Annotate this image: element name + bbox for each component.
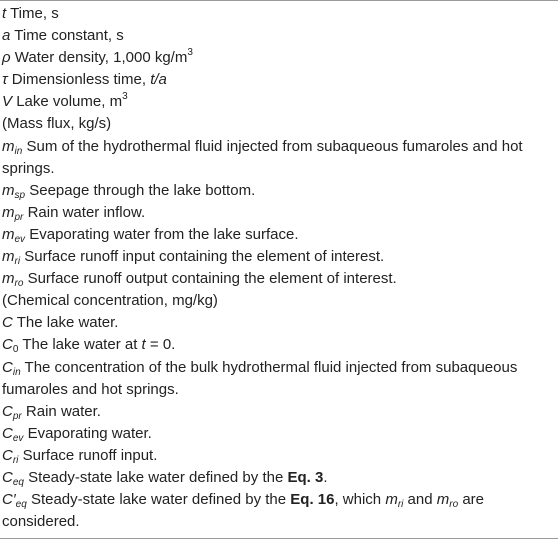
unit-superscript: 3 <box>122 91 128 103</box>
symbol-subscript: pr <box>14 211 24 223</box>
nomenclature-list <box>0 1 558 533</box>
symbol-subscript: ri <box>14 256 21 268</box>
symbol-subscript: in <box>14 145 23 157</box>
symbol-letter: m <box>2 248 15 266</box>
symbol <box>2 359 21 376</box>
description: Surface runoff output containing the element of interest. <box>27 270 397 288</box>
section-heading <box>0 113 558 135</box>
symbol-letter: C <box>2 314 13 332</box>
symbol-letter: V <box>2 93 13 111</box>
symbol <box>2 447 18 464</box>
description-tail: . <box>323 468 328 486</box>
description: Steady-state lake water defined by the <box>28 468 288 486</box>
symbol-letter: τ <box>2 71 8 89</box>
description: (Mass flux, kg/s) <box>2 115 112 133</box>
nomenclature-entry <box>0 489 558 533</box>
symbol-letter: C <box>2 446 13 464</box>
symbol-subscript: eq <box>15 499 27 511</box>
symbol-subscript: in <box>12 366 21 378</box>
equation-reference: Eq. 3 <box>287 468 324 486</box>
symbol <box>2 27 10 44</box>
description: Water density, 1,000 kg/m <box>14 49 188 67</box>
nomenclature-entry <box>0 268 558 290</box>
symbol-letter: m <box>2 225 15 243</box>
symbol-letter: m <box>2 270 15 288</box>
inline-symbol-letter: m <box>436 491 450 509</box>
symbol-letter: C <box>2 468 13 486</box>
description: Rain water. <box>25 402 101 420</box>
symbol-subscript: ev <box>12 432 24 444</box>
inline-symbol <box>436 491 459 511</box>
description: The lake water. <box>16 314 119 332</box>
description: Evaporating water from the lake surface. <box>29 225 299 243</box>
symbol-letter: C <box>2 491 13 509</box>
nomenclature-entry <box>0 224 558 246</box>
symbol-subscript: ro <box>14 278 24 290</box>
symbol <box>2 336 19 356</box>
unit-superscript: 3 <box>187 47 193 59</box>
nomenclature-entry <box>0 3 558 25</box>
symbol <box>2 226 25 243</box>
nomenclature-entry <box>0 246 558 268</box>
nomenclature-entry <box>0 136 558 180</box>
symbol-letter: a <box>2 27 11 45</box>
description-tail: are considered. <box>2 491 485 531</box>
description: Rain water inflow. <box>27 203 146 221</box>
equation-reference: Eq. 16 <box>290 491 335 509</box>
nomenclature-entry <box>0 445 558 467</box>
symbol-subscript: pr <box>12 410 22 422</box>
nomenclature-entry <box>0 180 558 202</box>
symbol-letter: ρ <box>2 49 11 67</box>
inline-symbol-subscript: ri <box>397 499 404 511</box>
description: Sum of the hydrothermal fluid injected from subaqueous fumaroles and hot springs. <box>2 137 523 177</box>
symbol-letter: C <box>2 336 13 354</box>
description: Time, s <box>10 5 59 22</box>
inline-symbol-subscript: ro <box>449 499 459 511</box>
description: Seepage through the lake bottom. <box>29 181 256 199</box>
symbol <box>2 425 23 442</box>
description-italic: t/a <box>150 71 167 89</box>
description: The lake water at <box>22 336 142 354</box>
symbol <box>2 270 24 290</box>
symbol <box>2 182 25 199</box>
nomenclature-entry <box>0 401 558 423</box>
symbol <box>2 314 13 331</box>
description: The concentration of the bulk hydrothermal fluid injected from subaqueous fumaroles and hot springs. <box>2 358 518 398</box>
symbol <box>2 204 23 221</box>
symbol <box>2 248 21 268</box>
symbol-subscript: ri <box>12 454 19 466</box>
description: (Chemical concentration, mg/kg) <box>2 292 218 310</box>
description: Surface runoff input containing the element of interest. <box>24 248 385 266</box>
symbol-letter: t <box>2 5 7 22</box>
nomenclature-entry <box>0 312 558 334</box>
bottom-rule <box>0 538 558 539</box>
nomenclature-entry <box>0 334 558 356</box>
nomenclature-entry <box>0 47 558 69</box>
nomenclature-entry <box>0 357 558 401</box>
description-mid: , which <box>334 491 386 509</box>
symbol-subscript: 0 <box>12 344 19 356</box>
symbol <box>2 5 6 22</box>
nomenclature-entry <box>0 467 558 489</box>
nomenclature-entry <box>0 423 558 445</box>
symbol <box>2 93 12 110</box>
symbol <box>2 469 24 486</box>
symbol-prime: ′ <box>12 491 16 509</box>
symbol <box>2 138 22 155</box>
inline-symbol-letter: m <box>385 491 398 509</box>
symbol-subscript: eq <box>12 476 24 488</box>
symbol-letter: m <box>2 203 15 221</box>
description-conjunction: and <box>403 491 437 509</box>
nomenclature-entry <box>0 202 558 224</box>
nomenclature-entry <box>0 69 558 91</box>
symbol-letter: C <box>2 424 13 442</box>
symbol-letter: C <box>2 402 13 420</box>
symbol <box>2 71 8 88</box>
description: Evaporating water. <box>27 424 152 442</box>
description: Steady-state lake water defined by the <box>30 491 291 509</box>
symbol <box>2 491 27 511</box>
inline-symbol <box>385 491 404 511</box>
symbol <box>2 403 22 420</box>
description-italic: t <box>141 336 146 354</box>
section-heading <box>0 290 558 312</box>
nomenclature-entry <box>0 91 558 113</box>
symbol-letter: m <box>2 181 15 199</box>
description: Time constant, s <box>14 27 124 45</box>
description-tail: = 0. <box>145 336 176 354</box>
description: Surface runoff input. <box>22 446 158 464</box>
symbol-subscript: sp <box>14 189 26 201</box>
symbol-letter: C <box>2 358 13 376</box>
symbol-subscript: ev <box>14 233 26 245</box>
symbol <box>2 49 11 66</box>
symbol-letter: m <box>2 137 15 155</box>
nomenclature-entry <box>0 25 558 47</box>
description: Lake volume, m <box>16 93 123 111</box>
description: Dimensionless time, <box>11 71 151 89</box>
